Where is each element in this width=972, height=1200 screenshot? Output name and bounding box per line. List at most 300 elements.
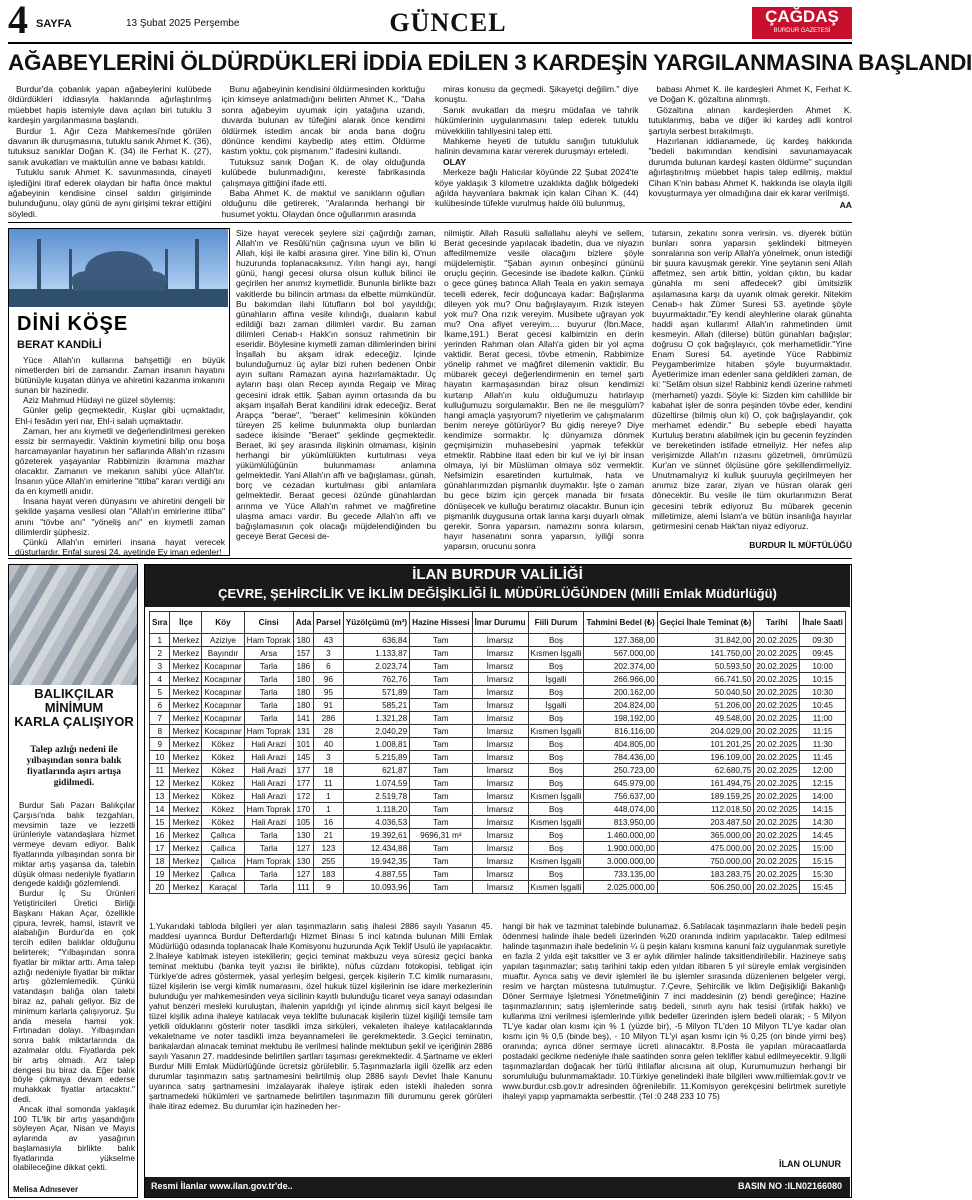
table-cell: 141.750,00 bbox=[657, 647, 754, 660]
paragraph: babası Ahmet K. ile kardeşleri Ahmet K, Ferhat K. ve Doğan K. gözaltına alınmıştı. bbox=[648, 84, 852, 105]
table-cell: Bayındır bbox=[202, 647, 244, 660]
table-cell: 14:15 bbox=[800, 803, 846, 816]
table-cell: 9696,31 m² bbox=[410, 829, 472, 842]
table-cell: Tam bbox=[410, 790, 472, 803]
table-cell: 204.824,00 bbox=[584, 699, 657, 712]
table-cell: 784.436,00 bbox=[584, 751, 657, 764]
table-cell: 1.008,81 bbox=[343, 738, 409, 751]
table-cell: 28 bbox=[314, 725, 344, 738]
ilan-title: İLAN BURDUR VALİLİĞİ bbox=[412, 566, 583, 583]
table-cell: 6 bbox=[314, 660, 344, 673]
table-cell: 161.494,75 bbox=[657, 777, 754, 790]
table-cell: Merkez bbox=[170, 647, 202, 660]
table-cell: 621,87 bbox=[343, 764, 409, 777]
balikcilar-author: Melisa Adnısever bbox=[13, 1185, 79, 1194]
table-cell: 20.02.2025 bbox=[754, 673, 800, 686]
table-cell: 20.02.2025 bbox=[754, 647, 800, 660]
paragraph: Ancak ithal somonda yaklaşık 100 TL'lik bir artış yaşandığını söyleyen Açar, Nisan ve Mayıs aylarında av yasağının başlamasıyla birlikte balık fiyatlarında yükselme olabileceğine dikkat çekti. bbox=[13, 1103, 135, 1173]
table-cell: 20.02.2025 bbox=[754, 816, 800, 829]
ilan-subtitle: ÇEVRE, ŞEHİRCİLİK VE İKLİM DEĞİŞİKLİĞİ İL MÜDÜRLÜĞÜNDEN (Milli Emlak Müdürlüğü) bbox=[218, 586, 777, 601]
story-column-2 bbox=[221, 84, 426, 219]
column-header: Köy bbox=[202, 612, 244, 634]
table-cell: Tarla bbox=[244, 881, 293, 894]
table-row bbox=[150, 634, 846, 647]
table-cell: 1.321,28 bbox=[343, 712, 409, 725]
table-cell: 20.02.2025 bbox=[754, 855, 800, 868]
table-cell: Kökez bbox=[202, 816, 244, 829]
sayfa-label: SAYFA bbox=[36, 18, 72, 30]
table-cell: 09:45 bbox=[800, 647, 846, 660]
table-cell: Çallıca bbox=[202, 868, 244, 881]
table-cell: İmarsız bbox=[472, 699, 528, 712]
paragraph: Burdur 1. Ağır Ceza Mahkemesi'nde görülen davanın ilk duruşmasına, tutuklu sanık Ahmet K. (36), tutuksuz sanıklar Doğan K. (34) ile Ferhat K. (27), sanık avukatları ve maktulün anne ve babası katıldı. bbox=[8, 125, 212, 167]
story-signature: AA bbox=[839, 200, 852, 211]
dini-column-3: tutarsın, zekatını sonra verirsin. vs. diyerek bütün bunları sonra yaparsın şeklindeki bitmeyen sonralarına son verip Allah'a yönelmek, onun istediği bir şuura kavuşmak gerekir. Yine şeytanın seni Allah affetmez, sen artık bittin, yoldan çıktın, bu kadar günahla mı seni affedecek? gibi ümitsizlik aşılamasına karşı da uyanık olmak gerekir. Nitekim Cenab-ı hak Zümer Suresi 53. ayetinde şöyle buyurmaktadır."Ey kendi aleyhlerine olarak günahta haddi aşan kullarım! Allah'ın rahmetinden ümit kesmeyin. Allah (dilerse) bütün günahları bağışlar; doğrusu O çok bağışlayıcı, çok merhametlidir."Yine Enam Suresi 54. ayetinde Yüce Rabbimiz Peygamberimize hitaben şöyle buyurmaktadır. Âyetlerimize iman edenler sana geldikleri zaman, de ki: "Selâm olsun size! Rabbiniz kendi üzerine rahmeti (merhameti) yazdı. Şöyle ki: Sizden kim cahillikle bir kabahat işler de sonra peşinden tövbe eder, kendini düzeltirse (bilmiş olun ki) O, çok bağışlayandır, çok merhamet edendir." Bu sebeple ebedi hayatta Kurtuluş beratını alabilmek için bu gecenin feyzinden ve bereketinden istifade etmeliyiz. Her nefes alıp verişimizde Allah'ın rızasını gözetmeli, ömrümüzü Kur'an ve sünnet ölçüsüne göre şekillendirmeliyiz. Unutmamalıyız ki kulluk şuuruyla geçirilmeyen her anımız bize zarar, ziyan ve hüsran olarak geri dönecektir. Bu vesile ile tüm okurlarımızın Berat gecesini tebrik ediyoruz Bu mübarek gecenin milletimize, alemi İslam'a ve bütün insanlığa hayırlar getirmesini cenab Hak'tan niyaz ediyoruz. bbox=[652, 228, 852, 531]
table-cell: Kocapınar bbox=[202, 712, 244, 725]
fish-photo bbox=[9, 565, 137, 685]
table-cell: Boş bbox=[528, 777, 584, 790]
table-cell: 4.036,53 bbox=[343, 816, 409, 829]
table-cell: 12.434,88 bbox=[343, 842, 409, 855]
table-cell: Boş bbox=[528, 868, 584, 881]
table-row bbox=[150, 673, 846, 686]
table-cell: 200.162,00 bbox=[584, 686, 657, 699]
table-cell: 186 bbox=[293, 660, 313, 673]
table-cell: Merkez bbox=[170, 686, 202, 699]
table-cell: Tam bbox=[410, 660, 472, 673]
paragraph: Burdur'da çobanlık yapan ağabeylerini kulübede öldürdükleri iddiasıyla haklarında ağırlaştırılmış müebbet hapis istemiyle dava açılan biri tutuklu 3 kardeşin yargılanmasına başlandı. bbox=[8, 84, 212, 126]
paragraph: Bunu ağabeyinin kendisini öldürmesinden korktuğu için kimseye anlatmadığını belirten Ahmet K., "Daha sonra ağabeyim uyumak için yatağına uzandı, duvarda bulunan av tüfeğini alarak önce kendimi öldürmek istedim ancak bir anda bana doğru dönünce kendimi kaybedip ateş ettim. Öldürme kastım yoktu, çok pişmanım." ifadesini kullandı. bbox=[221, 84, 425, 157]
table-cell: 567.000,00 bbox=[584, 647, 657, 660]
table-cell: 123 bbox=[314, 842, 344, 855]
table-cell: Boş bbox=[528, 738, 584, 751]
table-cell: 91 bbox=[314, 699, 344, 712]
column-header: Tahmini Bedel (₺) bbox=[584, 612, 657, 634]
table-cell: 3.000.000,00 bbox=[584, 855, 657, 868]
table-cell: 177 bbox=[293, 777, 313, 790]
table-cell: 20.02.2025 bbox=[754, 868, 800, 881]
table-cell: Hali Arazi bbox=[244, 816, 293, 829]
table-cell: 180 bbox=[293, 686, 313, 699]
paragraph: Merkeze bağlı Halıcılar köyünde 22 Şubat 2024'te köye yaklaşık 3 kilometre uzaklıkta dağlık bölgedeki ağılda hayvanlara bakmak için kalan Cihan K. (44) kulübesinde tüfekle vurulmuş halde ölü bulunmuş, bbox=[435, 167, 639, 209]
table-cell: İmarsız bbox=[472, 673, 528, 686]
table-cell: 250.723,00 bbox=[584, 764, 657, 777]
main-story bbox=[8, 84, 852, 219]
table-cell: Merkez bbox=[170, 881, 202, 894]
table-cell: 20.02.2025 bbox=[754, 842, 800, 855]
table-cell: 2.023,74 bbox=[343, 660, 409, 673]
table-cell: Tarla bbox=[244, 868, 293, 881]
table-cell: 16 bbox=[150, 829, 170, 842]
table-cell: 11 bbox=[314, 777, 344, 790]
table-cell: 11 bbox=[150, 764, 170, 777]
table-cell: Ham Toprak bbox=[244, 803, 293, 816]
table-cell: Tam bbox=[410, 712, 472, 725]
table-cell: Merkez bbox=[170, 816, 202, 829]
table-cell: 15:00 bbox=[800, 842, 846, 855]
table-row bbox=[150, 855, 846, 868]
paragraph: Tutuksuz sanık Doğan K. de olay olduğunda kulübede bulunmadığını, kereste fabrikasında çalışmaya gittiğini ifade etti. bbox=[221, 156, 425, 188]
table-cell: Tam bbox=[410, 816, 472, 829]
dini-left-text bbox=[15, 355, 225, 557]
table-cell: 11:45 bbox=[800, 751, 846, 764]
table-cell: İşgalli bbox=[528, 673, 584, 686]
table-cell: 733.135,00 bbox=[584, 868, 657, 881]
table-cell: 11:15 bbox=[800, 725, 846, 738]
table-cell: Merkez bbox=[170, 764, 202, 777]
mosque-photo bbox=[9, 229, 228, 307]
table-cell: 20.02.2025 bbox=[754, 881, 800, 894]
table-cell: Kocapınar bbox=[202, 686, 244, 699]
table-cell: 20.02.2025 bbox=[754, 764, 800, 777]
table-cell: 15:45 bbox=[800, 881, 846, 894]
table-cell: 20.02.2025 bbox=[754, 686, 800, 699]
table-cell: 762,76 bbox=[343, 673, 409, 686]
table-cell: 2.025.000,00 bbox=[584, 881, 657, 894]
table-cell: Hali Arazi bbox=[244, 751, 293, 764]
table-cell: 131 bbox=[293, 725, 313, 738]
table-cell: 95 bbox=[314, 686, 344, 699]
table-cell: 20.02.2025 bbox=[754, 660, 800, 673]
table-cell: 255 bbox=[314, 855, 344, 868]
table-cell: Kökez bbox=[202, 764, 244, 777]
table-cell: 19.392,61 bbox=[343, 829, 409, 842]
table-cell: 4 bbox=[150, 673, 170, 686]
table-header-row bbox=[150, 612, 846, 634]
table-row bbox=[150, 647, 846, 660]
table-cell: 141 bbox=[293, 712, 313, 725]
paragraph: Çünkü Allah'ın emirleri insana hayat verecek düsturlardır. Enfal suresi 24. ayetinde Ey iman edenler! bbox=[15, 536, 225, 557]
table-cell: 1.460.000,00 bbox=[584, 829, 657, 842]
table-cell: 19 bbox=[150, 868, 170, 881]
table-cell: 20.02.2025 bbox=[754, 738, 800, 751]
table-cell: Kökez bbox=[202, 777, 244, 790]
table-cell: Tam bbox=[410, 868, 472, 881]
table-cell: Merkez bbox=[170, 868, 202, 881]
paragraph: Yüce Allah'ın kullarına bahşettiği en büyük nimetlerden biri de zamandır. Zaman insanın hayatını bütünüyle kuşatan dünya ve ahiretini kazanma imkanını sunan bir hazinedir. bbox=[15, 355, 225, 396]
section-title: GÜNCEL bbox=[389, 8, 507, 37]
divider bbox=[8, 222, 852, 223]
table-cell: Tam bbox=[410, 751, 472, 764]
balikcilar-subtitle: Talep azlığı nedeni ile yılbaşından sonra balık fiyatlarında aşırı artışa gidilmedi. bbox=[26, 745, 122, 788]
table-cell: Hali Arazi bbox=[244, 738, 293, 751]
table-cell: 10:45 bbox=[800, 699, 846, 712]
page-number: 4 bbox=[8, 0, 28, 42]
table-cell: 9 bbox=[314, 881, 344, 894]
table-cell: Merkez bbox=[170, 829, 202, 842]
table-cell: Tarla bbox=[244, 686, 293, 699]
column-header: İhale Saati bbox=[800, 612, 846, 634]
column-header: Yüzölçümü (m²) bbox=[343, 612, 409, 634]
table-cell: 3 bbox=[150, 660, 170, 673]
dini-kose-box bbox=[8, 228, 230, 556]
ilan-footer-left: Resmi İlanlar www.ilan.gov.tr'de.. bbox=[151, 1181, 293, 1191]
table-cell: Tam bbox=[410, 764, 472, 777]
table-cell: Merkez bbox=[170, 842, 202, 855]
table-cell: 127.368,00 bbox=[584, 634, 657, 647]
table-cell: 365.000,00 bbox=[657, 829, 754, 842]
table-cell: 189.159,25 bbox=[657, 790, 754, 803]
ilan-footer bbox=[145, 1177, 850, 1197]
table-cell: 1 bbox=[314, 790, 344, 803]
table-cell: Hali Arazi bbox=[244, 764, 293, 777]
table-cell: İmarsız bbox=[472, 686, 528, 699]
table-cell: 66.741,50 bbox=[657, 673, 754, 686]
table-cell: 183.283,75 bbox=[657, 868, 754, 881]
table-row bbox=[150, 699, 846, 712]
table-cell: 404.805,00 bbox=[584, 738, 657, 751]
table-cell: Kısmen İşgalli bbox=[528, 790, 584, 803]
table-cell: Kökez bbox=[202, 751, 244, 764]
table-cell: Tam bbox=[410, 634, 472, 647]
page-header bbox=[8, 0, 852, 44]
table-cell: İmarsız bbox=[472, 855, 528, 868]
table-cell: 750.000,00 bbox=[657, 855, 754, 868]
table-cell: 10 bbox=[150, 751, 170, 764]
table-cell: Merkez bbox=[170, 751, 202, 764]
table-cell: Tarla bbox=[244, 673, 293, 686]
table-row bbox=[150, 816, 846, 829]
table-cell: İmarsız bbox=[472, 647, 528, 660]
table-cell: 1.900.000,00 bbox=[584, 842, 657, 855]
table-cell: Arsa bbox=[244, 647, 293, 660]
table-cell: 816.116,00 bbox=[584, 725, 657, 738]
table-cell: 266.966,00 bbox=[584, 673, 657, 686]
table-cell: Kısmen İşgalli bbox=[528, 725, 584, 738]
table-row bbox=[150, 725, 846, 738]
table-cell: Kısmen İşgalli bbox=[528, 816, 584, 829]
paragraph: Aziz Mahmud Hüdayi ne güzel söylemiş: bbox=[23, 395, 176, 406]
dini-column-2: nilmiştir. Allah Rasulü sallallahu aleyhi ve sellem, Berat gecesinde yapılacak ibadetin, dua ve niyazın affedilmemize vesile olacağını bizlere şöyle müjdelemiştir. "Şaban ayının onbeşinci gününü oruçlu geçirin. Gecesinde ise ibadete kalkın. Çünkü o gece güneş batınca Allah Teala en yakın semaya tecelli ederek, fecir doğuncaya kadar: Bağışlanma dileyen yok mu? Onu bağışlayayım. Rızık isteyen yok mu? Ona rızık vereyim. Musibete uğrayan yok mu? Ona afiyet vereyim.... buyurur (İbn.Mace, İkame,191.) Berat gecesi kalbimizin en derin yerinden Rahman olan Allah'a giden bir yol açma vaktidir. Berat gecesi, tövbe etmenin, Rabbimize yönelip rahmet ve mağfiret dilemenin vaktidir. Bu mübarek geceyi değerlendirmenin en temel şartı hayatın karmaşasından biraz olsun kendimizi kurtarıp Allah'ın kulu olduğumuzu hatırlayıp kulluğumuzu sorgulamaktır. Ben ne ile meşgulüm? hangi amaçla yaşıyorum? niyetlerim ve çalışmalarım benim nereye götürüyor? Bu gidiş nereye? Diye kendimize sormaktır. İç dünyamıza dönmek geçmişimizin muhasebesini yapmak tefekkür etmektir. Rabbine itaat eden bir kul ve iyi bir insan olmaya, iyi bir Müslüman olmaya söz vermektir. Nefsimizin esaretinden kurtulmak, hata ve günahlarımızdan pişmanlık duymaktır. İşte o zaman bu gece bizim için gerçek manada bir fırsata dönüşecek ve kulluğu beratımız olacaktır. Bunun için pişmanlık duygusuna ortak larına karşı duyarlı olmak gerekir. Sonra yaparsın, namazını sonra kılarsın, hayır hasenatını sonra yaparsın, iyiliği sonra yaparsın, orucunu sonra bbox=[444, 228, 644, 551]
table-cell: İmarsız bbox=[472, 868, 528, 881]
column-header: Geçici İhale Teminat (₺) bbox=[657, 612, 754, 634]
table-cell: 157 bbox=[293, 647, 313, 660]
paragraph: Gözaltına alınan kardeşlerden Ahmet K. tutuklanmış, baba ve diğer iki kardeş adli kontrol şartıyla serbest bırakılmıştı. bbox=[648, 104, 852, 136]
table-cell: Kısmen İşgalli bbox=[528, 881, 584, 894]
table-cell: 40 bbox=[314, 738, 344, 751]
table-cell: Kocapınar bbox=[202, 699, 244, 712]
table-cell: 12:15 bbox=[800, 777, 846, 790]
table-cell: Boş bbox=[528, 829, 584, 842]
table-cell: 3 bbox=[314, 751, 344, 764]
table-cell: 14 bbox=[150, 803, 170, 816]
table-cell: Merkez bbox=[170, 790, 202, 803]
table-cell: Ham Toprak bbox=[244, 855, 293, 868]
table-cell: Merkez bbox=[170, 699, 202, 712]
paragraph: Burdur İç Su Ürünleri Yetiştiricileri Üretici Birliği Başkanı Hakan Açar, özellikle çipura, levrek, hamsi, istavrit ve alabalığın Burdur'da en çok tercih edilen balıklar olduğunu belirterek; "Yılbaşından sonra fiyatlar bir miktar arttı. Ama talep azlığı nedeniyle fiyatlar bir miktar artış gözlemlemedik. Çünkü vatandaşın balığa olan talebi biraz az, pahalı geliyor. Biz de minimum karlarla çalışıyoruz. Şu anda mesela hamsi yok. Fırtınadan dolayı. Yılbaşından sonra balık miktarlarında da azalmalar oldu. Fiyatlarda pek bir artış olmadı. Arz talep dengesi bu biraz da. Eğer balık böyle çıkmaya devam ederse muhakkak fiyatlar artacaktır." dedi. bbox=[13, 888, 135, 1104]
table-cell: 20.02.2025 bbox=[754, 751, 800, 764]
column-header: Fiili Durum bbox=[528, 612, 584, 634]
ilan-notes-left: 1.Yukarıdaki tabloda bilgileri yer alan taşınmazların satış ihalesi 2886 sayılı Yasanın 45. maddesi uyarınca Burdur Defterdarlığı Hizmet Binası 5 inci katında bulunan Milli Emlak Müdürlüğü odasında toplanacak İhale Komisyonu huzurunda Açık Teklif Usulü ile yapılacaktır. 2.İhaleye katılmak isteyen isteklilerin; geçici teminat makbuzu veya süresiz geçici banka teminat mektubu (banka teyit yazısı ile birlikte), nüfus cüzdanı fotokopisi, tebligat için Türkiye'de adres göstermek, yasal yerleşim belgesi, gerçek kişilerin T.C kimlik numarasını, tüzel kişilerin ise vergi kimlik numarasını, özel hukuk tüzel kişilerinin ise idare merkezlerinin bulunduğu yer mahkemesinden veya sicilinin kayıtlı bulunduğu ticaret veya sanayi odasından yahut benzeri mesleki kuruluştan, ihalenin yapıldığı yıl içinde alınmış sicil kayıt belgesi ile tüzel kişilik adına ihaleye katılacak veya teklifte bulunacak kişilerin tüzel kişiliği temsile tam yetkili olduklarını gösterir noter tasdikli imza sirküleri, vekaleten ihaleye katılacaklarında vekaletname ve noter tasdikli imza beyannameleri ile gerekmektedir. 3.Geçici teminatın, bankalardan alınacak teminat mektubu ile verilmesi halinde mektubun şekil ve içeriğinin 2886 sayılı Yasanın 27. maddesinde belirtilen şartları taşıması gerekmektedir. 4.Şartname ve ekleri Burdur Milli Emlak Müdürlüğünde ücretsiz görülebilir. 5.Taşınmazlarla ilgili özellik arz eden durumlar taşınmazın satış şartnamesini belirtilmiş olup 2886 sayılı Devlet İhale Kanunu uyarınca satış şartnamesini imzalayarak ihaleye iştirak eden istekli ihaleden sonra şartnamedeki hükümleri ve şartnamede belirtilen taşınmazın fiili durumunu gerek görüleri ihale itiraz edemez. Bu durumlar için hazineden her- bbox=[149, 921, 493, 1111]
table-cell: Kocapınar bbox=[202, 660, 244, 673]
table-cell: 20 bbox=[150, 881, 170, 894]
table-cell: Ham Toprak bbox=[244, 634, 293, 647]
table-cell: Merkez bbox=[170, 673, 202, 686]
table-cell: 20.02.2025 bbox=[754, 699, 800, 712]
table-cell: 111 bbox=[293, 881, 313, 894]
table-cell: Kocapınar bbox=[202, 673, 244, 686]
table-cell: Boş bbox=[528, 842, 584, 855]
auction-table bbox=[149, 611, 846, 894]
ilan-notes-right: hangi bir hak ve tazminat talebinde bulunamaz. 6.Satılacak taşınmazların ihale bedeli peşin ödenmesi halinde ihale bedeli üzerinden %20 oranında indirim yapılacaktır. Talep edilmesi halinde taşınmazın ihale bedelinin ¼ ü peşin kalanı kısmına kanuni faiz uygulanmak suretiyle en fazla 2 yılda eşit taksitler ve 3 er aylık dilimler halinde taksitlendirilebilir. Hazineye satış yapılan taşınmazlar; satış tarihini takip eden yıldan itibaren 5 yıl süreyle emlak vergisinden muaftır. Ayrıca satış ve devir işlemleri ile bu işlemler sırasında düzenlenen belgeler vergi, resim ve harçtan müstesna tutulmuştur. 7.Çevre, Şehircilik ve İklim Değişikliği Bakanlığı Döner Sermaye İşletmesi Yönetmeliğinin 7 inci maddesinin (z) bendi gereğince; Hazine taşınmazlarının; satış işlemlerinde satış bedeli, sınırlı aynı hak tesisi (irtifak hakkı) ve kullanma izni verilmesi işlemlerinde yıllık bedeller üzerinden işlem bedeli olarak; - 5 Milyon TL'ye kadar olan kısmı için % 1 (yüzde bir), -5 Milyon TL'den 10 Milyon TL'ye kadar olan kısmı için % 0,5 (binde beş), - 10 Milyon TL'yi aşan kısmı için % 0,25 (on binde yirmi beş) oranında; ayrıca döner sermaye ücreti alınacaktır. 8.Posta ile yapılan müracaatlarda postadaki gecikme nedeniyle ihale saatinden sonra gelen teklifler kabul edilmeyecektir. 9.İlgili taşınmazlardan doğacak her türlü ihtilaflar alıcısına ait olup, Kurumumuzun herhangi bir sorumluluğu bulunmamaktadır. 10.Türkiye genelindeki ihale bilgileri www.milliemlak.gov.tr ve www.burdur.csb.gov.tr adresinden öğrenilebilir. 11.Komisyon gerekçesini belirtmek suretiyle ihaleyi yapıp yapmamakta serbesttir. (Tel :0 248 233 10 75) bbox=[502, 921, 846, 1101]
table-cell: Merkez bbox=[170, 712, 202, 725]
table-cell: Hali Arazi bbox=[244, 777, 293, 790]
table-cell: İmarsız bbox=[472, 712, 528, 725]
ilan-header bbox=[145, 565, 850, 607]
dini-kose-title: DİNİ KÖŞE bbox=[17, 313, 129, 335]
table-cell: 2.040,29 bbox=[343, 725, 409, 738]
table-cell: 1 bbox=[150, 634, 170, 647]
ilan-basin-no: BASIN NO :ILN02166080 bbox=[737, 1181, 842, 1191]
table-cell: Tam bbox=[410, 699, 472, 712]
table-cell: Boş bbox=[528, 712, 584, 725]
balikcilar-title bbox=[13, 687, 135, 729]
table-row bbox=[150, 881, 846, 894]
issue-date: 13 Şubat 2025 Perşembe bbox=[126, 18, 240, 29]
dini-column-1: Size hayat verecek şeylere sizi çağırdığı zaman, Allah'ın ve Resûlü'nün çağrısına uyun ve bilin ki Allah, kişi ile kalbi arasına girer. Yine bilin ki, O'nun huzurunda toplanacaksınız. Yılın hangi ayı, hangi günü, hangi gecesi olursa olsun kulluk bilinci ile geçirilen her anımız kıymetlidir. Bununla birlikte bazı vakitlerde bu bilincin artması da elbette mümkündür. Bu bakımdan ilahi lütufların bol bol yayıldığı; günahların affına vesile kılındığı, duaların kabul edildiği bazı zaman dilimleri vardır. Bu zaman dilimleri Cenab-ı Hakk'ın sonsuz rahmetinin bir eseridir. Böylesine kıymetli zaman dilimlerinden birini İnşallah bu akşam idrak edeceğiz. İçinde bulunduğumuz üç aylar bizi ruhen bedenen Onbir ayın sultanı Ramazan ayına hazırlamaktadır. Üç ayların başı olan Recep ayında Regaip ve Miraç gecesini idrak ettik. Şaban ayının ortasında da bu akşam inşallah Berat kandilini idrak edeceğiz. Berat Arapça "berae", "beraet" kelimesinin kökünden türeyen 25 kelime bulunmakta olup bunlardan sadece ikisinde "Beraet" şeklinde geçmektedir. Beraet, iki şey arasında ilişkinin olmaması, kişinin herhangi bir yükümlülükten kurtulması veya yükümlülüğünün bulunmaması anlamına gelmektedir. Yani Allah'ın affı ve bağışlaması, günah, borç ve cezadan kurtulması gibi anlamlara gelmektedir. Beraat gecesi özünde günahlardan arınma ve Yüce Allah'ın rahmet ve mağfiretine ulaşma amacı vardır. Bu gecede Allah'ın affı ve bağışlamasının çok olacağı müjdelendiğinden bu geceye Berat Gecesi de- bbox=[236, 228, 436, 541]
table-cell: Tarla bbox=[244, 699, 293, 712]
paragraph: Baba Ahmet K. de maktul ve sanıkların oğulları olduğunu dile getirerek, "Aralarında herhangi bir husumet yoktu. Olaydan önce oğullarımın arasında bbox=[221, 188, 425, 219]
paragraph: Tutuklu sanık Ahmet K. savunmasında, cinayeti işlediğini itiraf ederek olaydan bir hafta önce maktul ağabeyinin kendisine cinsel saldırı girişiminde bulunduğunu, olay günü de aynı girişimi tekrar ettiğini söyledi. bbox=[8, 167, 212, 219]
table-cell: Ham Toprak bbox=[244, 725, 293, 738]
table-cell: Tarla bbox=[244, 842, 293, 855]
table-row bbox=[150, 764, 846, 777]
table-cell: Merkez bbox=[170, 725, 202, 738]
table-cell: İmarsız bbox=[472, 829, 528, 842]
table-cell: Boş bbox=[528, 634, 584, 647]
table-cell: 180 bbox=[293, 699, 313, 712]
column-header: Cinsi bbox=[244, 612, 293, 634]
table-cell: 506.250,00 bbox=[657, 881, 754, 894]
table-cell: 1.118,20 bbox=[343, 803, 409, 816]
paragraph: İnsana hayat veren dünyasını ve ahiretini dengeli bir şekilde yaşama vesilesi olan "Allah'ın emirlerine ittiba" anını "tövbe anı" "yöneliş anı" en kıymetli zaman dilimlerdir şüphesiz. bbox=[15, 496, 225, 537]
table-cell: 203.487,50 bbox=[657, 816, 754, 829]
paragraph: Zaman, her anı kıymetli ve değerlendirilmesi gereken essiz bir sermayedir. Vaktinin kıymetini bilip onu boşa harcamayanlar hayatının her saflarında Allah'ın rızasını gözeterek yaşayanlar Rabbimizin ikramına mazhar olacaktır. Zamanın ve mekanın sahibi yüce Allah'tır. İnsanın yüce Allah'ın emirlerine "ittiba" kararı verdiği anı da en kıymetli anıdır. bbox=[15, 425, 225, 497]
column-header: İmar Durumu bbox=[472, 612, 528, 634]
table-cell: 14:45 bbox=[800, 829, 846, 842]
table-cell: 20.02.2025 bbox=[754, 725, 800, 738]
table-cell: İmarsız bbox=[472, 634, 528, 647]
table-cell: 177 bbox=[293, 764, 313, 777]
table-cell: 13 bbox=[150, 790, 170, 803]
table-cell: 172 bbox=[293, 790, 313, 803]
table-cell: İmarsız bbox=[472, 790, 528, 803]
table-cell: 475.000,00 bbox=[657, 842, 754, 855]
table-cell: İşgalli bbox=[528, 699, 584, 712]
table-cell: Tam bbox=[410, 855, 472, 868]
table-cell: 50.593,50 bbox=[657, 660, 754, 673]
table-cell: 204.029,00 bbox=[657, 725, 754, 738]
table-row bbox=[150, 660, 846, 673]
ilan-box bbox=[144, 564, 852, 1198]
table-cell: İmarsız bbox=[472, 725, 528, 738]
table-cell: Çallıca bbox=[202, 842, 244, 855]
table-cell: 96 bbox=[314, 673, 344, 686]
table-row bbox=[150, 803, 846, 816]
table-cell: İmarsız bbox=[472, 777, 528, 790]
table-cell: 8 bbox=[150, 725, 170, 738]
table-cell: 12 bbox=[150, 777, 170, 790]
table-cell: 180 bbox=[293, 673, 313, 686]
ilan-olunur: İLAN OLUNUR bbox=[779, 1159, 841, 1169]
paragraph: Burdur Salı Pazarı Balıkçılar Çarşısı'nda balık tezgahları, mevsimin taze ve lezzetli ürünleriyle vatandaşlara hizmet vermeye devam ediyor. Balık fiyatlarında yılbaşından sonra bir miktar artış yaşansa da, talebin düşük olması nedeniyle fiyatların dengede kaldığı gözlemlendi. bbox=[13, 800, 135, 889]
table-cell: Tam bbox=[410, 842, 472, 855]
table-cell: Kökez bbox=[202, 738, 244, 751]
table-cell: 127 bbox=[293, 842, 313, 855]
table-cell: Merkez bbox=[170, 803, 202, 816]
table-cell: 1.133,87 bbox=[343, 647, 409, 660]
table-cell: 15:15 bbox=[800, 855, 846, 868]
table-cell: 49.548,00 bbox=[657, 712, 754, 725]
table-cell: Merkez bbox=[170, 777, 202, 790]
table-cell: Aziziye bbox=[202, 634, 244, 647]
table-cell: 130 bbox=[293, 829, 313, 842]
column-header: Parsel bbox=[314, 612, 344, 634]
table-cell: 196.109,00 bbox=[657, 751, 754, 764]
paragraph: Hazırlanan iddianamede, üç kardeş hakkında "bedeli bakımından kendisini savunamayacak durumda bulunan kardeşi kasten öldürme" suçundan ağırlaştırılmış müebbet hapis talep edilmiş, maktul Cihan K'nin babası Ahmet K. hakkında ise olayla ilgili kovuşturmaya yer olmadığına dair ek karar verilmişti. bbox=[648, 136, 852, 199]
table-cell: 20.02.2025 bbox=[754, 712, 800, 725]
table-cell: Çallıca bbox=[202, 829, 244, 842]
table-row bbox=[150, 777, 846, 790]
table-cell: İmarsız bbox=[472, 803, 528, 816]
table-cell: 636,84 bbox=[343, 634, 409, 647]
table-cell: Boş bbox=[528, 764, 584, 777]
table-cell: İmarsız bbox=[472, 660, 528, 673]
table-row bbox=[150, 686, 846, 699]
table-cell: İmarsız bbox=[472, 816, 528, 829]
balikcilar-story bbox=[8, 564, 138, 1198]
table-cell: Tarla bbox=[244, 712, 293, 725]
table-cell: 15:30 bbox=[800, 868, 846, 881]
table-cell: 20.02.2025 bbox=[754, 790, 800, 803]
table-cell: İmarsız bbox=[472, 881, 528, 894]
table-cell: Merkez bbox=[170, 738, 202, 751]
table-cell: Tam bbox=[410, 881, 472, 894]
table-cell: 145 bbox=[293, 751, 313, 764]
table-cell: Kökez bbox=[202, 790, 244, 803]
table-cell: 202.374,00 bbox=[584, 660, 657, 673]
paragraph: Sanık avukatları da meşru müdafaa ve tahrik hükümlerinin uygulanmasını talep ederek tutuklu müvekkilin tahliyesini talep etti. bbox=[435, 104, 639, 136]
table-cell: 10:15 bbox=[800, 673, 846, 686]
dini-signature: BURDUR İL MÜFTÜLÜĞÜ bbox=[749, 540, 852, 550]
title-line: MİNİMUM bbox=[44, 700, 104, 715]
table-cell: 09:30 bbox=[800, 634, 846, 647]
table-cell: 2.519,78 bbox=[343, 790, 409, 803]
table-cell: 5 bbox=[150, 686, 170, 699]
table-row bbox=[150, 738, 846, 751]
table-cell: İmarsız bbox=[472, 842, 528, 855]
paragraph: miras konusu da geçmedi. Şikayetçi değilim." diye konuştu. bbox=[435, 84, 639, 105]
table-cell: Kısmen İşgalli bbox=[528, 855, 584, 868]
table-cell: Merkez bbox=[170, 660, 202, 673]
table-cell: 18 bbox=[314, 764, 344, 777]
table-cell: 14:00 bbox=[800, 790, 846, 803]
table-cell: Kökez bbox=[202, 803, 244, 816]
table-cell: 112.018,50 bbox=[657, 803, 754, 816]
ilan-notes bbox=[149, 921, 846, 1175]
table-cell: 286 bbox=[314, 712, 344, 725]
table-cell: 101.201,25 bbox=[657, 738, 754, 751]
table-cell: 14:30 bbox=[800, 816, 846, 829]
table-cell: 43 bbox=[314, 634, 344, 647]
table-cell: 20.02.2025 bbox=[754, 777, 800, 790]
table-cell: Tarla bbox=[244, 660, 293, 673]
column-header: Ada bbox=[293, 612, 313, 634]
table-cell: 17 bbox=[150, 842, 170, 855]
mosque-illustration bbox=[9, 229, 228, 307]
column-header: Sıra bbox=[150, 612, 170, 634]
column-header: Tarihi bbox=[754, 612, 800, 634]
